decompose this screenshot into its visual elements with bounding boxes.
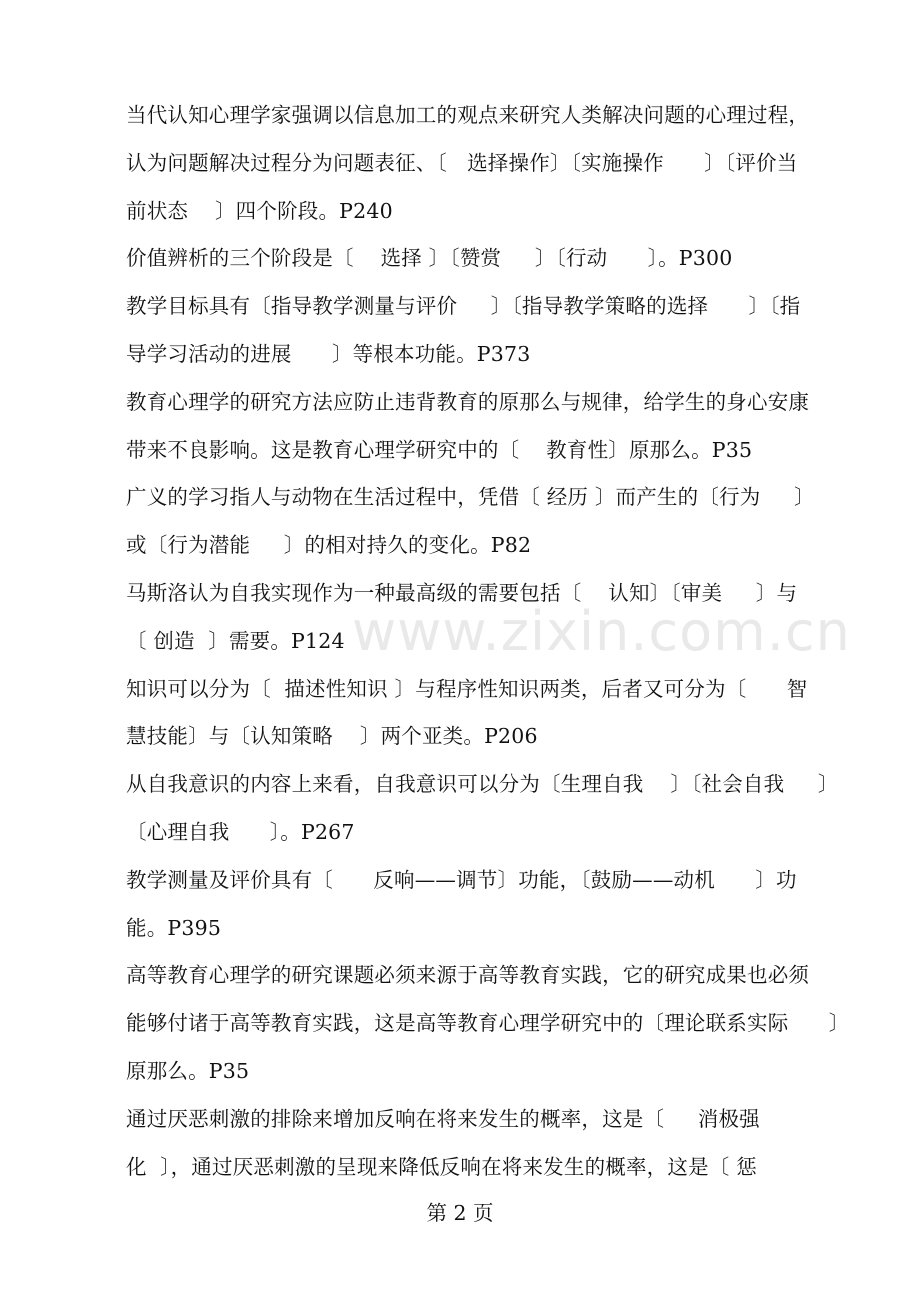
text-line: 〔 创造 〕需要。P124 (126, 628, 345, 653)
text-line: 当代认知心理学家强调以信息加工的观点来研究人类解决问题的心理过程， (126, 103, 810, 127)
text-line: 慧技能〕与〔认知策略 〕两个亚类。P206 (126, 724, 538, 749)
text-line: 从自我意识的内容上来看，自我意识可以分为〔生理自我 〕〔社会自我 〕 (126, 772, 839, 797)
text-line: 带来不良影响。这是教育心理学研究中的〔 教育性〕原那么。P35 (126, 437, 753, 462)
text-line: 导学习活动的进展 〕等根本功能。P373 (126, 341, 531, 366)
text-line: 或〔行为潜能 〕的相对持久的变化。P82 (126, 533, 532, 558)
text-line: 〔心理自我 〕。P267 (126, 819, 355, 844)
text-line: 马斯洛认为自我实现作为一种最高级的需要包括〔 认知〕〔审美 〕与 (126, 580, 798, 605)
text-line: 化 〕，通过厌恶刺激的呈现来降低反响在将来发生的概率，这是〔 惩 (126, 1154, 757, 1179)
text-line: 通过厌恶刺激的排除来增加反响在将来发生的概率，这是〔 消极强 (126, 1106, 760, 1131)
text-line: 前状态 〕四个阶段。P240 (126, 198, 393, 223)
text-line: 广义的学习指人与动物在生活过程中，凭借〔 经历 〕而产生的〔行为 〕 (126, 485, 815, 510)
text-line: 能够付诸于高等教育实践，这是高等教育心理学研究中的〔理论联系实际 〕 (126, 1011, 850, 1036)
text-line: 认为问题解决过程分为问题表征、〔 选择操作〕〔实施操作 〕〔评价当 (126, 150, 798, 175)
text-line: 教育心理学的研究方法应防止违背教育的原那么与规律，给学生的身心安康 (126, 389, 810, 414)
text-line: 价值辨析的三个阶段是〔 选择 〕〔赞赏 〕〔行动 〕。P300 (126, 246, 733, 271)
page-number: 第 2 页 (426, 1201, 494, 1225)
text-line: 高等教育心理学的研究课题必须来源于高等教育实践，它的研究成果也必须 (126, 963, 810, 988)
text-line: 能。P395 (126, 915, 222, 940)
watermark: www.zixin.com.cn (352, 600, 851, 663)
text-line: 教学测量及评价具有〔 反响——调节〕功能，〔鼓励——动机 〕功 (126, 867, 797, 892)
text-line: 教学目标具有〔指导教学测量与评价 〕〔指导教学策略的选择 〕〔指 (126, 294, 801, 319)
text-line: 知识可以分为〔 描述性知识 〕与程序性知识两类，后者又可分为〔 智 (126, 676, 808, 701)
text-line: 原那么。P35 (126, 1058, 250, 1083)
